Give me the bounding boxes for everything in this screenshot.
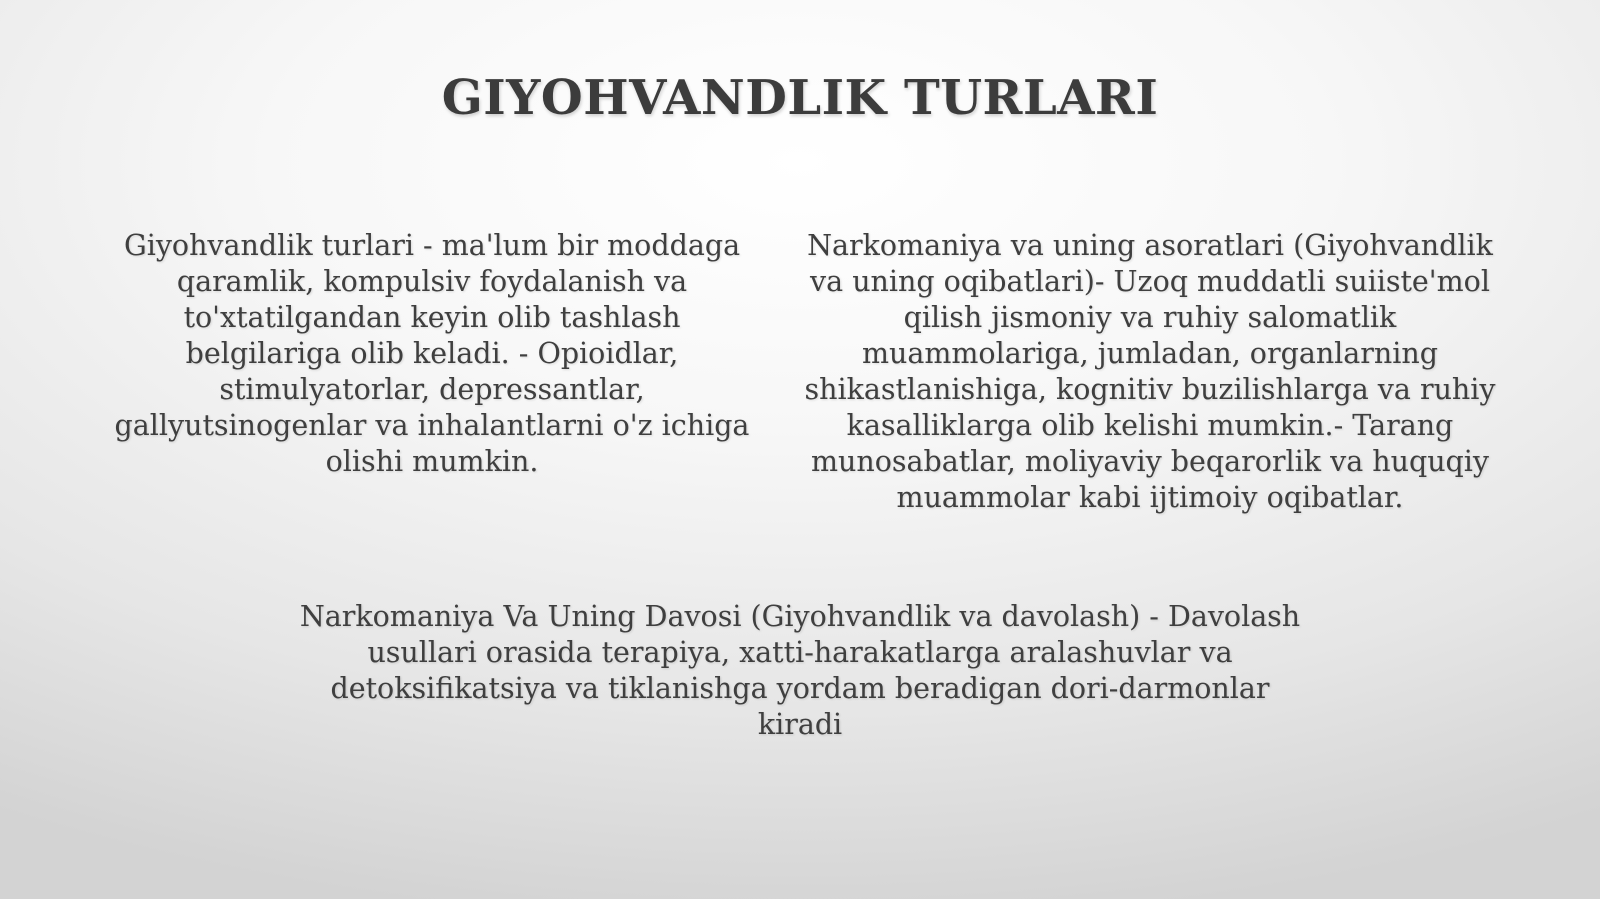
slide-title: GIYOHVANDLIK TURLARI [441,70,1159,126]
text-block-types: Giyohvandlik turlari - ma'lum bir moddaga qaramlik, kompulsiv foydalanish va to'xtatilgandan keyin olib tashlash belgilariga olib keladi. - Opioidlar, stimulyatorlar, depressantlar, gallyutsinogenlar va inhalantlarni o'z ichiga olishi mumkin. [114,229,750,478]
text-block-treatment: Narkomaniya Va Uning Davosi (Giyohvandlik va davolash) - Davolash usullari orasida terapiya, xatti-harakatlarga aralashuvlar va detoksifikatsiya va tiklanishga yordam beradigan dori-darmonlar kiradi [299,600,1301,741]
text-block-consequences: Narkomaniya va uning asoratlari (Giyohvandlik va uning oqibatlari)- Uzoq muddatli suiiste'mol qilish jismoniy va ruhiy salomatlik muammolariga, jumladan, organlarning shikastlanishiga, kognitiv buzilishlarga va ruhiy kasalliklarga olib kelishi mumkin.- Tarang munosabatlar, moliyaviy beqarorlik va huquqiy muammolar kabi ijtimoiy oqibatlar. [804,229,1496,514]
